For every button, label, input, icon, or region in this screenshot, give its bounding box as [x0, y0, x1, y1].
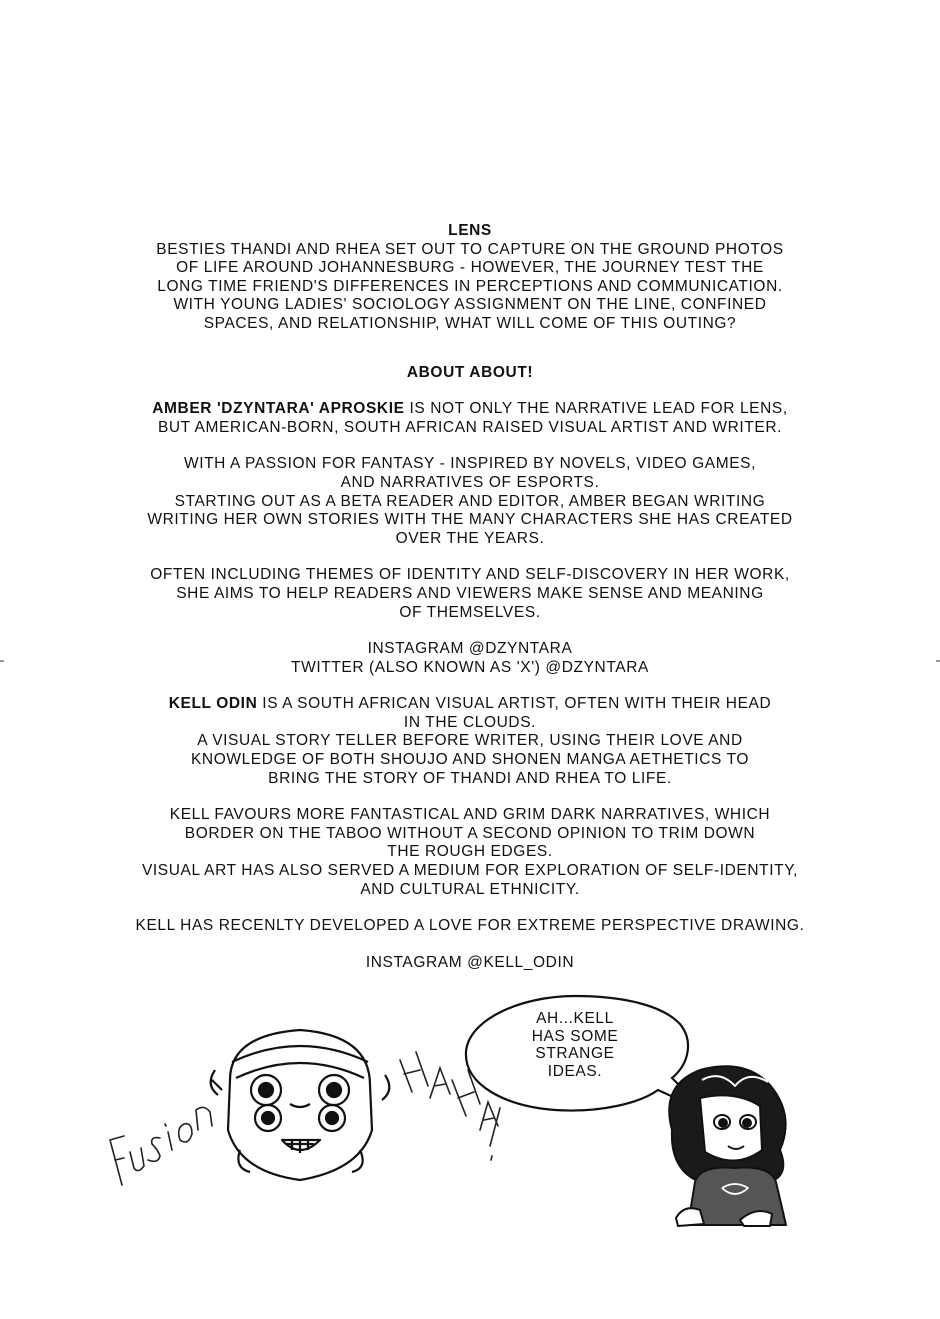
synopsis-line: OF LIFE AROUND JOHANNESBURG - HOWEVER, THE JOURNEY TEST THE: [176, 259, 764, 277]
kell-instagram: INSTAGRAM @KELL_ODIN: [365, 953, 575, 971]
amber-para3-line: OF THEMSELVES.: [399, 603, 541, 621]
kell-para3: KELL HAS RECENLTY DEVELOPED A LOVE FOR EXTREME PERSPECTIVE DRAWING.: [135, 917, 805, 935]
kell-para1-line: BRING THE STORY OF THANDI AND RHEA TO LIFE.: [268, 769, 672, 787]
about-heading: ABOUT ABOUT!: [406, 363, 534, 381]
kell-para1-line: IN THE CLOUDS.: [403, 713, 537, 731]
amber-para2-line: WRITING HER OWN STORIES WITH THE MANY CHARACTERS SHE HAS CREATED: [147, 511, 793, 529]
amber-intro-rest: IS NOT ONLY THE NARRATIVE LEAD FOR LENS,: [404, 400, 788, 418]
kell-para2-line: AND CULTURAL ETHNICITY.: [360, 880, 580, 898]
kell-para2-line: BORDER ON THE TABOO WITHOUT A SECOND OPINION TO TRIM DOWN: [184, 824, 756, 842]
kell-para2-line: KELL FAVOURS MORE FANTASTICAL AND GRIM DARK NARRATIVES, WHICH: [169, 806, 771, 824]
amber-para3-line: OFTEN INCLUDING THEMES OF IDENTITY AND SELF-DISCOVERY IN HER WORK,: [150, 566, 790, 584]
amber-chibi-drawing: [669, 1066, 786, 1226]
lens-heading: LENS: [448, 222, 492, 239]
amber-para2-line: WITH A PASSION FOR FANTASY - INSPIRED BY NOVELS, VIDEO GAMES,: [183, 455, 757, 473]
kell-para1-line: KNOWLEDGE OF BOTH SHOUJO AND SHONEN MANGA AETHETICS TO: [190, 751, 750, 769]
synopsis-line: WITH YOUNG LADIES' SOCIOLOGY ASSIGNMENT ON THE LINE, CONFINED: [173, 296, 767, 314]
amber-intro-line2: BUT AMERICAN-BORN, SOUTH AFRICAN RAISED VISUAL ARTIST AND WRITER.: [157, 418, 783, 436]
fusion-doodle-text: [110, 1107, 212, 1185]
amber-para3-line: SHE AIMS TO HELP READERS AND VIEWERS MAKE SENSE AND MEANING: [176, 584, 764, 602]
synopsis-line: LONG TIME FRIEND'S DIFFERENCES IN PERCEPTIONS AND COMMUNICATION.: [157, 277, 783, 295]
kell-para2-line: THE ROUGH EDGES.: [387, 843, 553, 861]
amber-name: AMBER 'DZYNTARA' APROSKIE: [152, 400, 405, 418]
amber-para2-line: OVER THE YEARS.: [395, 529, 545, 547]
bubble-line: IDEAS.: [547, 1062, 603, 1080]
amber-twitter: TWITTER (ALSO KNOWN AS 'X') @DZYNTARA: [291, 658, 649, 676]
bubble-line: HAS SOME: [531, 1027, 619, 1045]
crop-mark: [0, 660, 4, 662]
kell-chibi-drawing: [211, 1030, 390, 1180]
amber-instagram: INSTAGRAM @DZYNTARA: [367, 640, 573, 658]
bubble-line: AH...KELL: [536, 1010, 614, 1027]
kell-name: KELL ODIN: [168, 695, 258, 713]
speech-bubble-text: [500, 1010, 650, 1080]
kell-para2-line: VISUAL ART HAS ALSO SERVED A MEDIUM FOR EXPLORATION OF SELF-IDENTITY,: [141, 862, 799, 880]
kell-para1-line: A VISUAL STORY TELLER BEFORE WRITER, USING THEIR LOVE AND: [197, 732, 743, 750]
amber-para2-line: AND NARRATIVES OF ESPORTS.: [340, 473, 600, 491]
amber-para2-line: STARTING OUT AS A BETA READER AND EDITOR, AMBER BEGAN WRITING: [174, 492, 766, 510]
bubble-line: STRANGE: [535, 1045, 615, 1062]
synopsis-line: SPACES, AND RELATIONSHIP, WHAT WILL COME OF THIS OUTING?: [203, 314, 737, 332]
kell-intro-rest: IS A SOUTH AFRICAN VISUAL ARTIST, OFTEN WITH THEIR HEAD: [257, 695, 772, 713]
crop-mark: [936, 660, 940, 662]
synopsis-line: BESTIES THANDI AND RHEA SET OUT TO CAPTURE ON THE GROUND PHOTOS: [156, 240, 784, 258]
